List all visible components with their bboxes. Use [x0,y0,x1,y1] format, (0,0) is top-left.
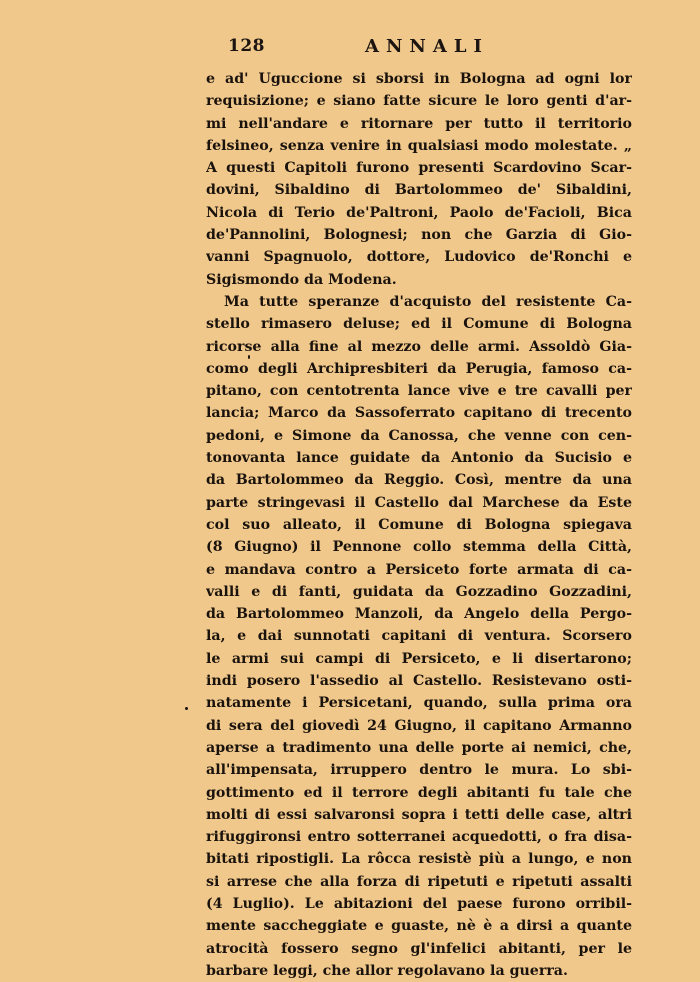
text-line: de'Pannolini, Bolognesi; non che Garzia di Gio- [206,227,632,244]
text-line: lancia; Marco da Sassoferrato capitano di trecento [206,405,632,422]
text-line: e mandava contro a Persiceto forte armata di ca- [206,561,632,578]
text-line: ricorse alla fine al mezzo delle armi. Assoldò Gia- [206,338,632,355]
text-line: valli e di fanti, guidata da Gozzadino Gozzadini, [206,583,632,600]
text-line: da Bartolommeo Manzoli, da Angelo della Pergo- [206,606,632,623]
body-text [206,68,632,982]
text-line: la, e dai sunnotati capitani di ventura. Scorsero [206,628,632,645]
text-line: indi posero l'assedio al Castello. Resistevano osti- [206,673,632,690]
margin-ink-spot [185,707,188,710]
text-line: di sera del giovedì 24 Giugno, il capitano Armanno [206,717,632,734]
text-line: pedoni, e Simone da Canossa, che venne con cen- [206,427,632,444]
text-line: natamente i Persicetani, quando, sulla prima ora [206,695,632,712]
text-line: barbare leggi, che allor regolavano la guerra. [206,962,568,979]
text-line: rifuggironsi entro sotterranei acquedotti, o fra disa- [206,829,632,846]
text-line: vanni Spagnuolo, dottore, Ludovico de'Ronchi e [206,249,632,266]
text-line: mi nell'andare e ritornare per tutto il territorio [206,115,632,132]
page-header [228,36,628,60]
text-line: Sigismondo da Modena. [206,271,397,288]
text-line: pitano, con centotrenta lance vive e tre cavalli per [206,383,632,400]
text-line: le armi sui campi di Persiceto, e li disertarono; [206,650,632,667]
text-line: da Bartolommeo da Reggio. Così, mentre da una [206,472,632,489]
text-line: Nicola di Terio de'Paltroni, Paolo de'Facioli, Bica [206,204,632,221]
text-line: si arrese che alla forza di ripetuti e ripetuti assalti [206,873,632,890]
text-line: all'impensata, irruppero dentro le mura. Lo sbi- [206,762,632,779]
text-line: aperse a tradimento una delle porte ai nemici, che, [206,739,632,756]
text-line: molti di essi salvaronsi sopra i tetti delle case, altri [206,806,632,823]
text-line: (8 Giugno) il Pennone collo stemma della Città, [206,539,632,556]
text-line: stello rimasero deluse; ed il Comune di Bologna [206,316,632,333]
text-line: e ad' Uguccione si sborsi in Bologna ad ogni lor [206,71,632,87]
text-line: A questi Capitoli furono presenti Scardovino Scar- [206,160,632,177]
running-title: ANNALI [365,36,489,57]
text-line: col suo alleato, il Comune di Bologna spiegava [206,516,632,533]
margin-ink-spot [248,355,250,359]
text-line: felsineo, senza venire in qualsiasi modo molestate. „ [206,137,632,154]
text-line: tonovanta lance guidate da Antonio da Sucisio e [206,450,632,467]
text-line: dovini, Sibaldino di Bartolommeo de' Sibaldini, [206,182,632,199]
text-line: (4 Luglio). Le abitazioni del paese furono orribil- [206,895,632,912]
text-line: mente saccheggiate e guaste, nè è a dirsi a quante [206,918,632,935]
text-line: como degli Archipresbiteri da Perugia, famoso ca- [206,360,632,377]
text-line: Ma tutte speranze d'acquisto del resistente Ca- [224,293,632,310]
text-line: parte stringevasi il Castello dal Marchese da Este [206,494,632,511]
page-number: 128 [228,36,265,56]
text-line: requisizione; e siano fatte sicure le loro genti d'ar- [206,93,632,110]
text-line: atrocità fossero segno gl'infelici abitanti, per le [206,940,632,957]
text-line: gottimento ed il terrore degli abitanti fu tale che [206,784,632,801]
text-line: bitati ripostigli. La rôcca resistè più a lungo, e non [206,851,632,868]
